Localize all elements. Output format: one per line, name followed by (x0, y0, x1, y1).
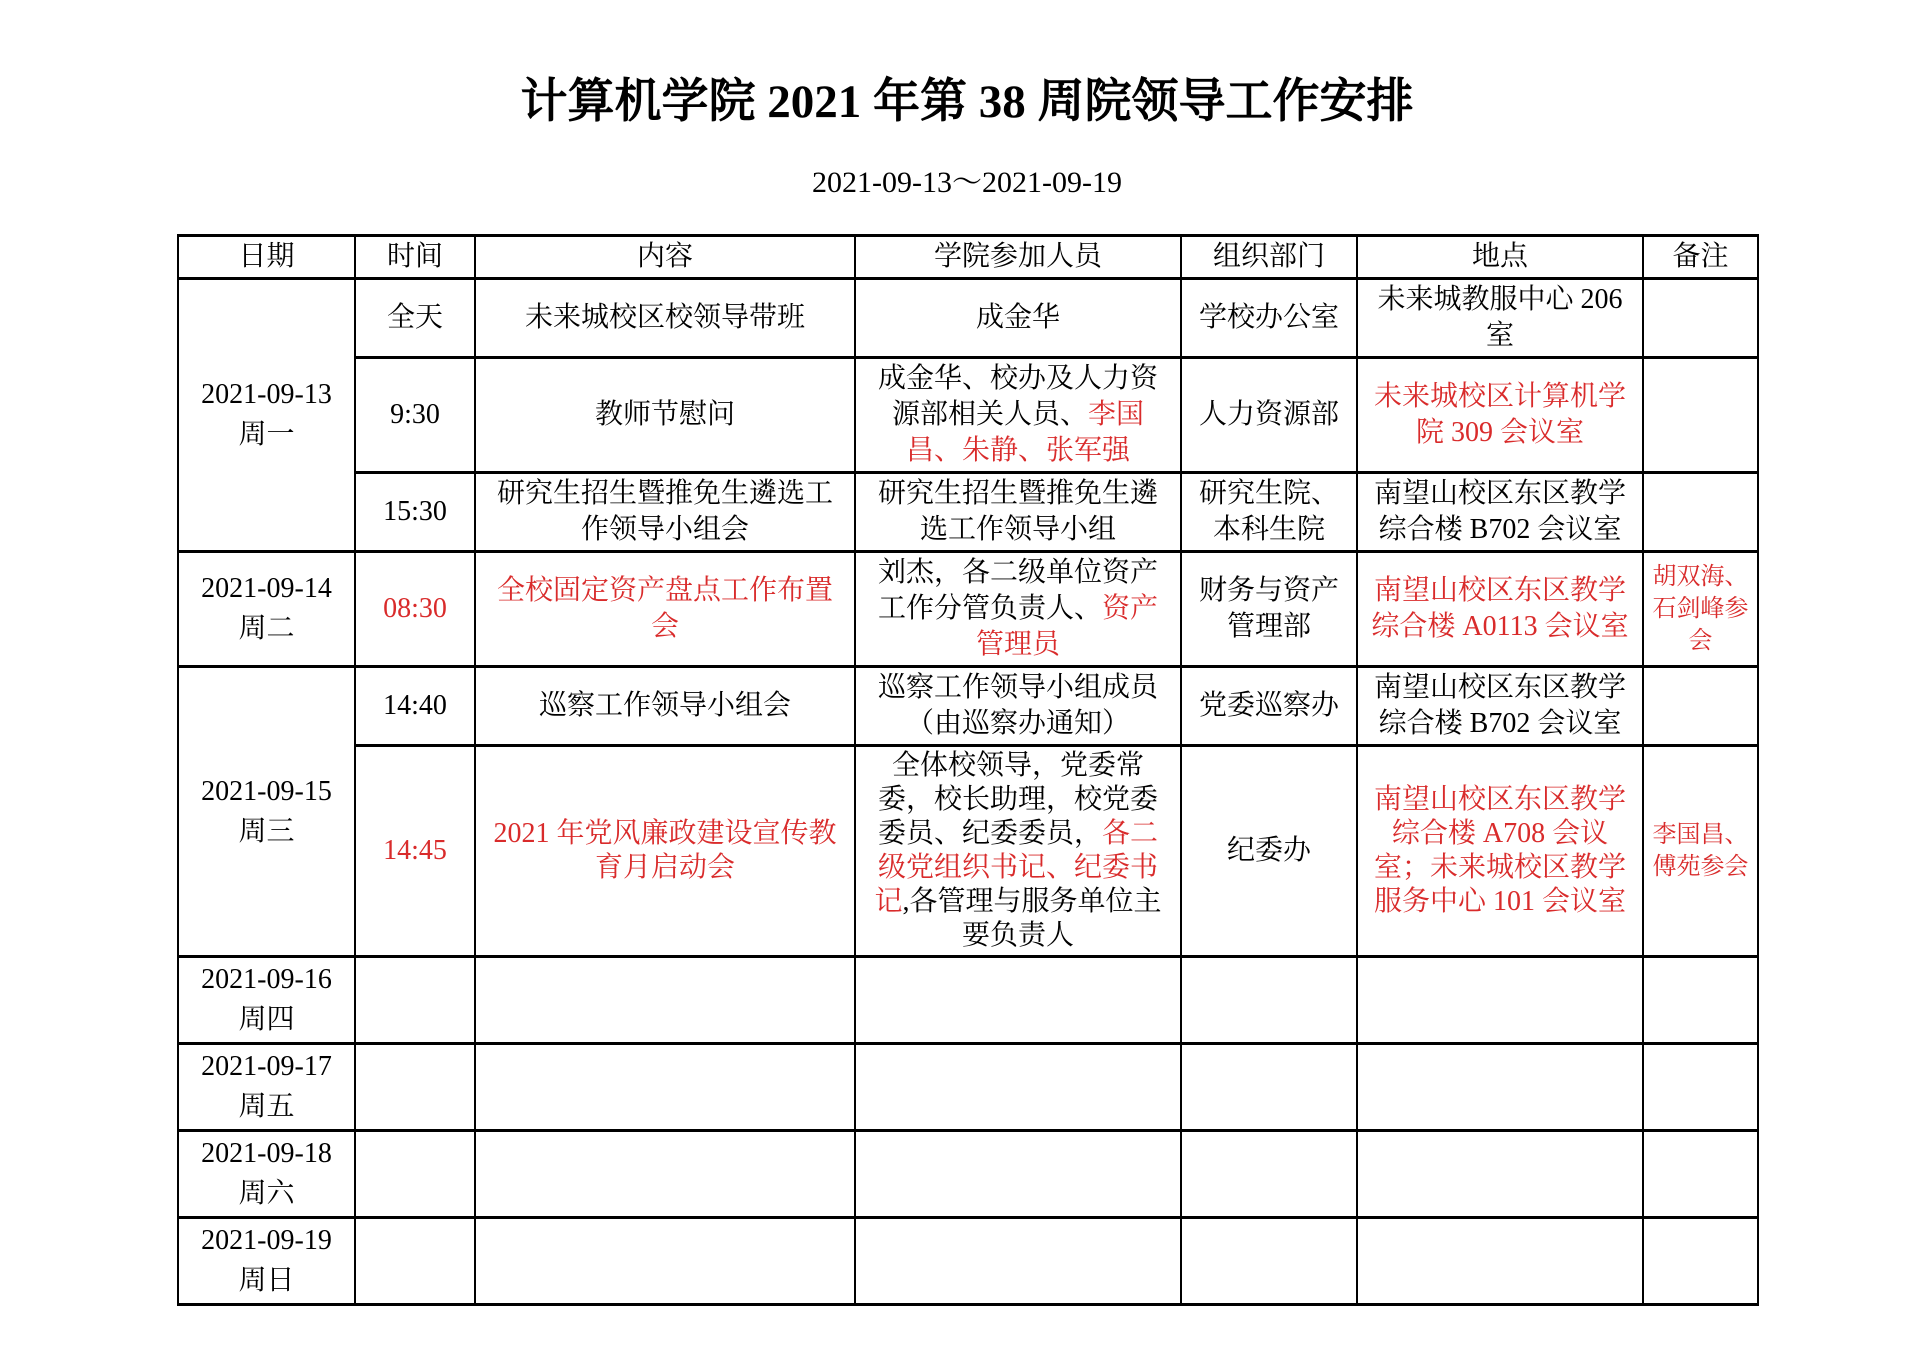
date-text: 2021-09-18 (201, 1138, 332, 1169)
cell-time: 全天 (355, 279, 475, 358)
col-header-location: 地点 (1357, 236, 1643, 279)
cell-time: 14:40 (355, 667, 475, 746)
cell-location: 南望山校区东区教学综合楼 B702 会议室 (1357, 667, 1643, 746)
cell-note (1643, 279, 1758, 358)
cell-date (178, 279, 355, 552)
date-text: 2021-09-13 (201, 379, 332, 410)
weekday-text: 周四 (238, 1004, 295, 1035)
schedule-table (177, 234, 1759, 1306)
cell-time: 08:30 (355, 552, 475, 667)
cell-department (1181, 1218, 1357, 1305)
weekday-text: 周二 (238, 613, 295, 644)
cell-time (355, 1131, 475, 1218)
col-header-department: 组织部门 (1181, 236, 1357, 279)
cell-time: 15:30 (355, 473, 475, 552)
cell-location: 南望山校区东区教学综合楼 A708 会议室；未来城校区教学服务中心 101 会议室 (1357, 746, 1643, 957)
cell-participants: 研究生招生暨推免生遴选工作领导小组 (855, 473, 1181, 552)
cell-content (475, 1218, 855, 1305)
cell-date (178, 957, 355, 1044)
cell-participants: 巡察工作领导小组成员（由巡察办通知） (855, 667, 1181, 746)
cell-participants (855, 1218, 1181, 1305)
cell-location: 未来城教服中心 206 室 (1357, 279, 1643, 358)
table-row (178, 1131, 1758, 1218)
col-header-time: 时间 (355, 236, 475, 279)
col-header-date: 日期 (178, 236, 355, 279)
col-header-content: 内容 (475, 236, 855, 279)
weekday-text: 周五 (238, 1091, 295, 1122)
cell-department: 党委巡察办 (1181, 667, 1357, 746)
cell-location: 南望山校区东区教学综合楼 A0113 会议室 (1357, 552, 1643, 667)
date-text: 2021-09-14 (201, 573, 332, 604)
cell-note (1643, 957, 1758, 1044)
cell-note (1643, 473, 1758, 552)
cell-department: 财务与资产管理部 (1181, 552, 1357, 667)
cell-location: 南望山校区东区教学综合楼 B702 会议室 (1357, 473, 1643, 552)
cell-note (1643, 1044, 1758, 1131)
cell-content (475, 1131, 855, 1218)
cell-date (178, 1218, 355, 1305)
date-text: 2021-09-16 (201, 964, 332, 995)
table-row (178, 957, 1758, 1044)
cell-content: 2021 年党风廉政建设宣传教育月启动会 (475, 746, 855, 957)
cell-content: 未来城校区校领导带班 (475, 279, 855, 358)
page-title: 计算机学院 2021 年第 38 周院领导工作安排 (520, 76, 1414, 128)
cell-note: 胡双海、石剑峰参会 (1643, 552, 1758, 667)
table-row (178, 473, 1758, 552)
cell-date (178, 1044, 355, 1131)
table-row (178, 552, 1758, 667)
date-text: 2021-09-19 (201, 1225, 332, 1256)
cell-time (355, 1044, 475, 1131)
cell-content: 全校固定资产盘点工作布置会 (475, 552, 855, 667)
cell-time: 9:30 (355, 358, 475, 473)
table-row (178, 1218, 1758, 1305)
table-row (178, 667, 1758, 746)
document-page (177, 0, 1757, 1306)
cell-participants: 刘杰，各二级单位资产工作分管负责人、资产管理员 (855, 552, 1181, 667)
table-row (178, 1044, 1758, 1131)
cell-participants: 成金华、校办及人力资源部相关人员、李国昌、朱静、张军强 (855, 358, 1181, 473)
cell-note (1643, 667, 1758, 746)
cell-department: 研究生院、本科生院 (1181, 473, 1357, 552)
date-text: 2021-09-17 (201, 1051, 332, 1082)
date-text: 2021-09-15 (201, 775, 332, 807)
header-row (178, 236, 1758, 279)
cell-date (178, 667, 355, 957)
cell-department (1181, 1044, 1357, 1131)
cell-participants (855, 1131, 1181, 1218)
cell-department: 纪委办 (1181, 746, 1357, 957)
cell-department (1181, 957, 1357, 1044)
cell-location (1357, 1131, 1643, 1218)
cell-time (355, 1218, 475, 1305)
weekday-text: 周一 (238, 419, 295, 450)
cell-location: 未来城校区计算机学院 309 会议室 (1357, 358, 1643, 473)
cell-date (178, 1131, 355, 1218)
col-header-note: 备注 (1643, 236, 1758, 279)
date-range-subtitle: 2021-09-13～2021-09-19 (812, 166, 1122, 199)
cell-note: 李国昌、傅苑参会 (1643, 746, 1758, 957)
cell-location (1357, 1044, 1643, 1131)
cell-date (178, 552, 355, 667)
cell-location (1357, 957, 1643, 1044)
cell-participants: 成金华 (855, 279, 1181, 358)
cell-participants (855, 957, 1181, 1044)
cell-department: 学校办公室 (1181, 279, 1357, 358)
weekday-text: 周六 (238, 1178, 295, 1209)
table-row (178, 358, 1758, 473)
cell-content: 教师节慰问 (475, 358, 855, 473)
cell-note (1643, 1218, 1758, 1305)
table-row (178, 746, 1758, 957)
cell-content: 研究生招生暨推免生遴选工作领导小组会 (475, 473, 855, 552)
cell-content (475, 1044, 855, 1131)
cell-content: 巡察工作领导小组会 (475, 667, 855, 746)
cell-note (1643, 358, 1758, 473)
cell-department: 人力资源部 (1181, 358, 1357, 473)
cell-content (475, 957, 855, 1044)
table-row (178, 279, 1758, 358)
cell-location (1357, 1218, 1643, 1305)
weekday-text: 周日 (238, 1265, 295, 1296)
cell-participants (855, 1044, 1181, 1131)
cell-time: 14:45 (355, 746, 475, 957)
col-header-participants: 学院参加人员 (855, 236, 1181, 279)
cell-participants: 全体校领导，党委常委，校长助理，校党委委员、纪委委员，各二级党组织书记、纪委书记,各管理与服务单位主要负责人 (855, 746, 1181, 957)
cell-time (355, 957, 475, 1044)
cell-note (1643, 1131, 1758, 1218)
cell-department (1181, 1131, 1357, 1218)
weekday-text: 周三 (238, 815, 295, 847)
